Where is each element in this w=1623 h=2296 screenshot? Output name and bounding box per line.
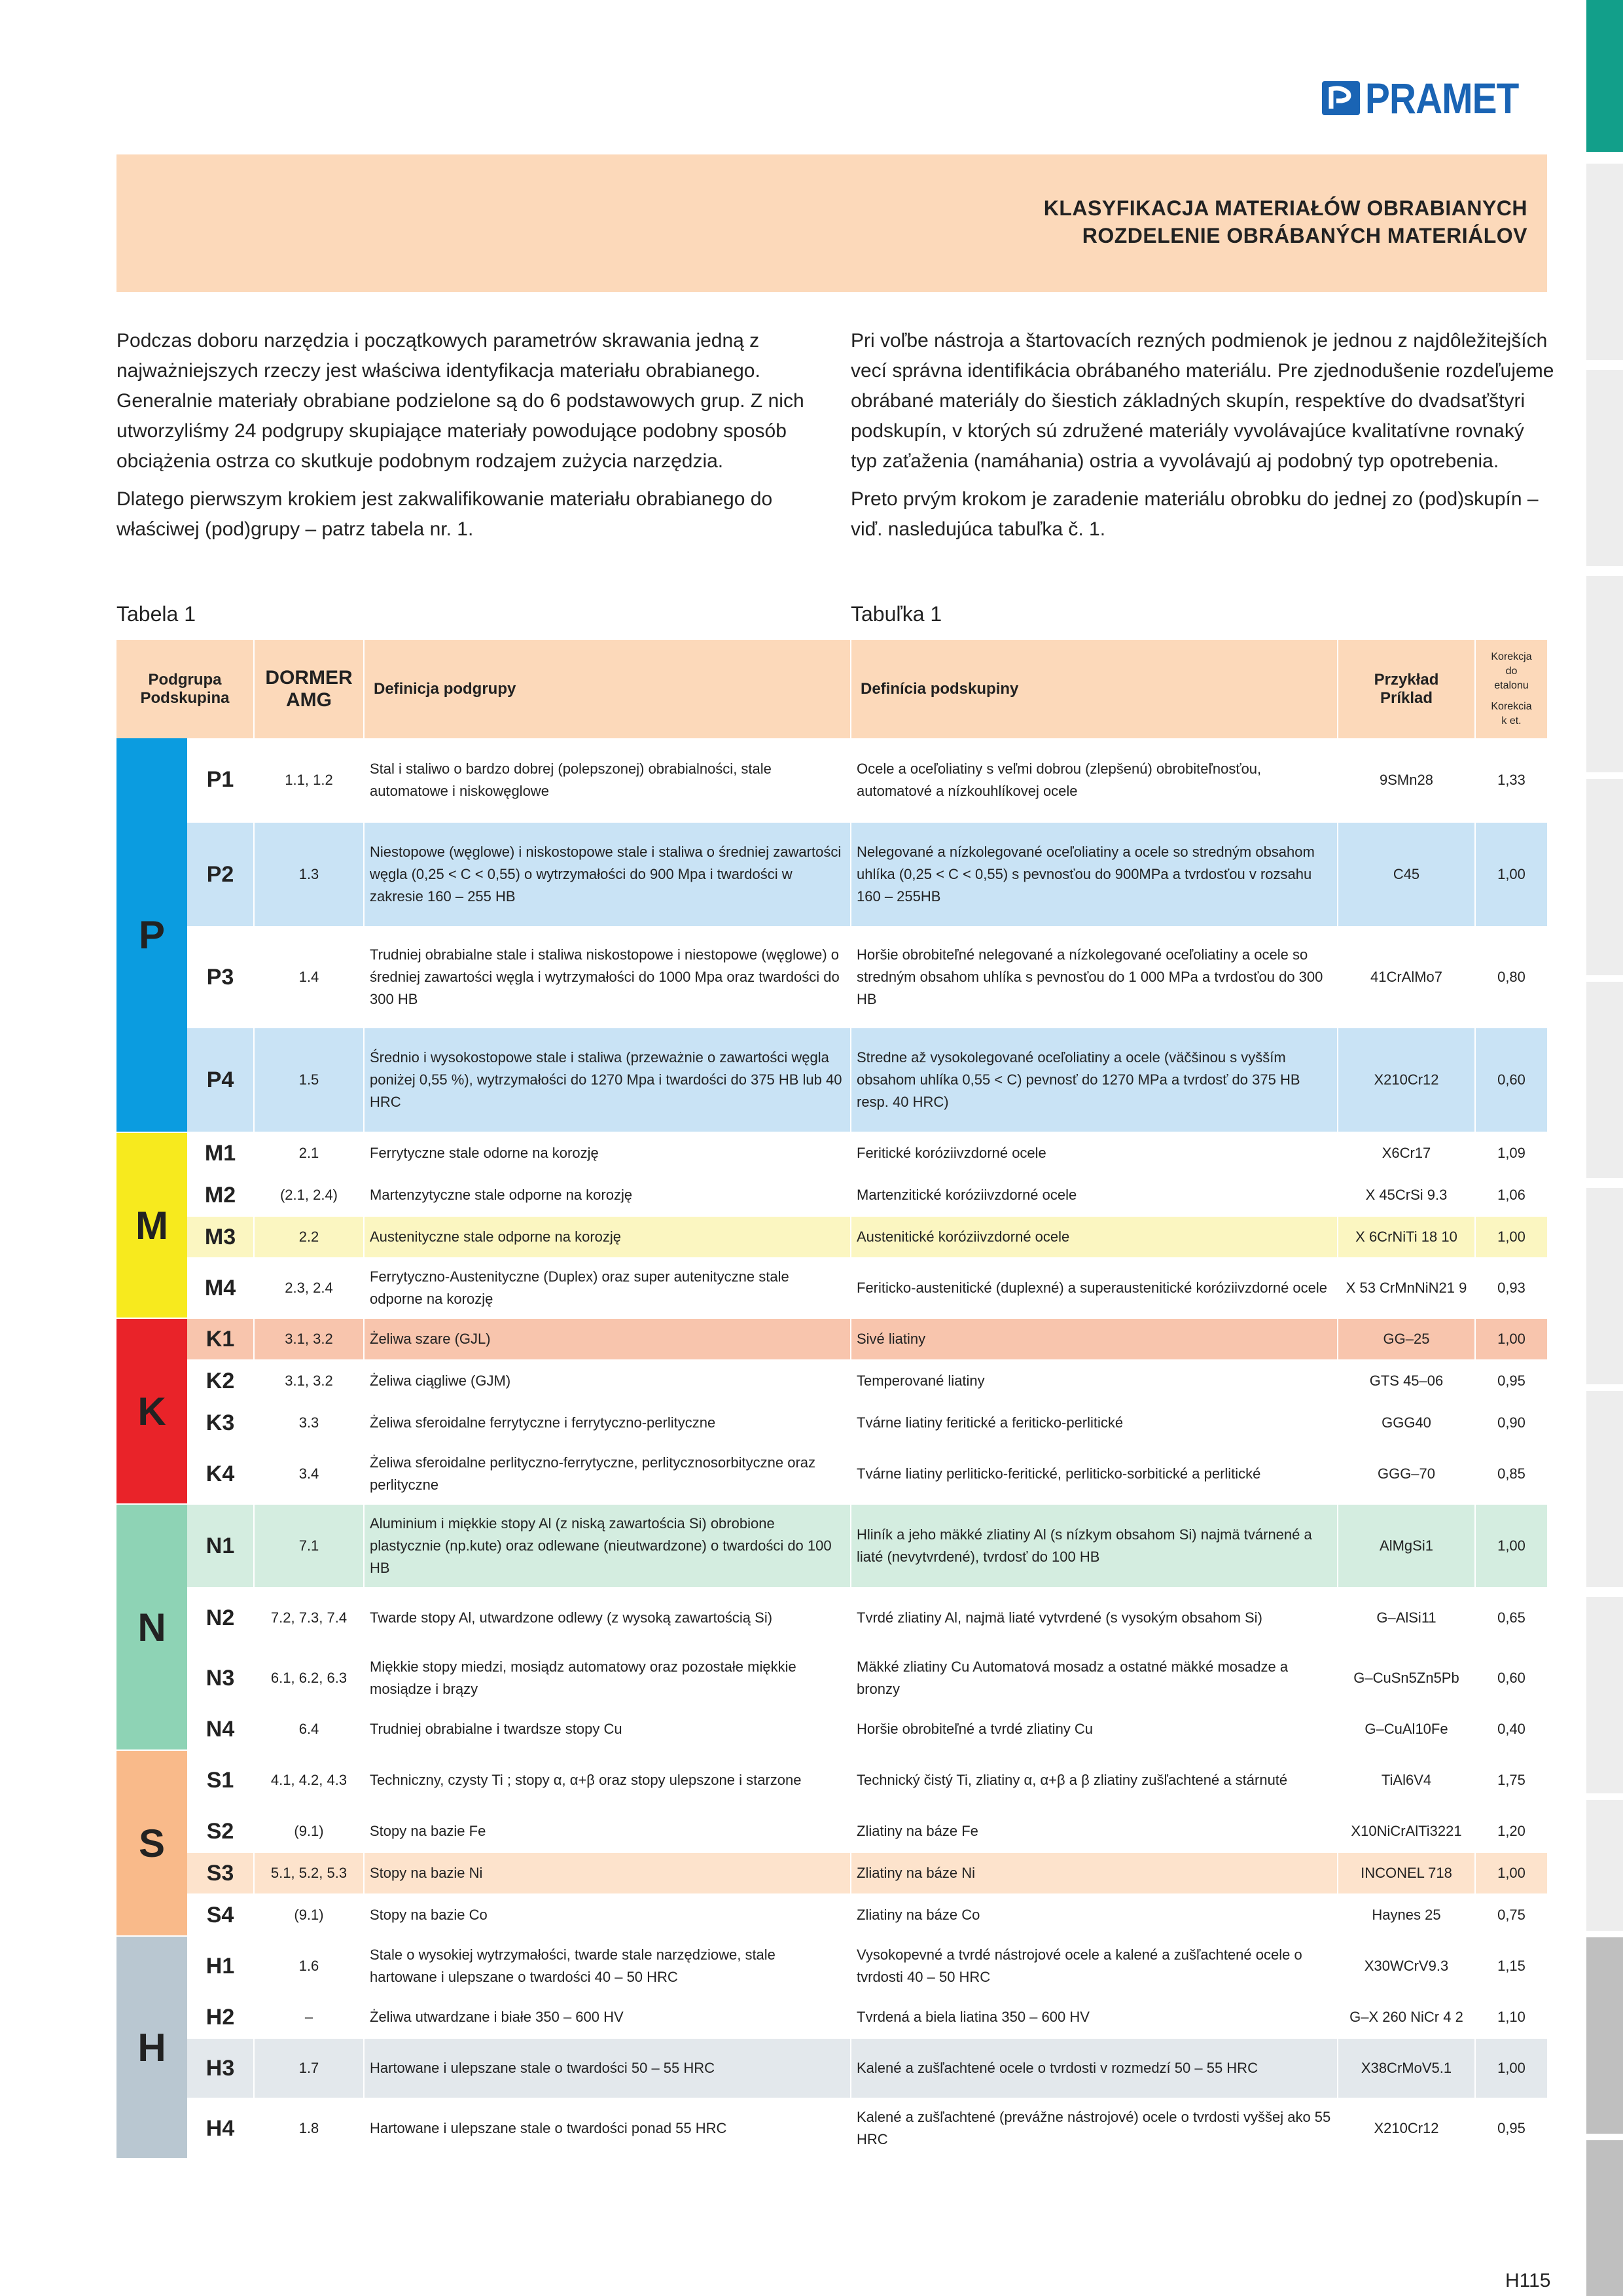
correction-factor: 0,65 bbox=[1475, 1588, 1547, 1648]
table-caption-pl: Tabela 1 bbox=[116, 602, 196, 626]
definition-pl: Stale o wysokiej wytrzymałości, twarde stale narzędziowe, stale hartowane i ulepszane o twardości 40 – 50 HRC bbox=[364, 1936, 851, 1996]
intro-sk-paragraph: Pri voľbe nástroja a štartovacích rezných podmienok je jednou z najdôležitejších vecí správna identifikácia obrábaného materiálu. Pre zjednodušenie rozdeľujeme obrábané materiály do šiestich základných skupín, respektíve do dvadsaťštyri podskupín, v ktorých sú združené materiály vyvolávajúce kvalitatívne rovnaký typ zaťaženia (namáhania) ostria a vyvolávajú aj podobný typ opotrebenia. bbox=[851, 330, 1554, 472]
example-material: X10NiCrAlTi3221 bbox=[1338, 1810, 1475, 1852]
dormer-amg: 7.1 bbox=[254, 1504, 364, 1588]
definition-sk: Zliatiny na báze Co bbox=[851, 1894, 1338, 1936]
subgroup-code: S4 bbox=[187, 1894, 254, 1936]
dormer-amg: (9.1) bbox=[254, 1810, 364, 1852]
intro-pl-paragraph: Dlatego pierwszym krokiem jest zakwalifikowanie materiału obrabianego do właściwej (pod)grupy – patrz tabela nr. 1. bbox=[116, 488, 773, 540]
definition-pl: Techniczny, czysty Ti ; stopy α, α+β oraz stopy ulepszone i starzone bbox=[364, 1750, 851, 1810]
definition-pl: Miękkie stopy miedzi, mosiądz automatowy oraz pozostałe miękkie mosiądze i brązy bbox=[364, 1648, 851, 1708]
definition-sk: Austenitické koróziivzdorné ocele bbox=[851, 1216, 1338, 1258]
definition-sk: Tvrdé zliatiny Al, najmä liaté vytvrdené (s vysokým obsahom Si) bbox=[851, 1588, 1338, 1648]
example-material: GGG40 bbox=[1338, 1402, 1475, 1444]
definition-pl: Hartowane i ulepszane stale o twardości 50 – 55 HRC bbox=[364, 2038, 851, 2098]
subgroup-code: S3 bbox=[187, 1852, 254, 1894]
table-row bbox=[116, 1360, 1547, 1402]
example-material: X6Cr17 bbox=[1338, 1132, 1475, 1174]
definition-pl: Stopy na bazie Fe bbox=[364, 1810, 851, 1852]
subgroup-code: P4 bbox=[187, 1028, 254, 1132]
table-row bbox=[116, 1588, 1547, 1648]
subgroup-code: M4 bbox=[187, 1258, 254, 1318]
definition-sk: Feritické koróziivzdorné ocele bbox=[851, 1132, 1338, 1174]
dormer-amg: 2.3, 2.4 bbox=[254, 1258, 364, 1318]
group-letter-cell bbox=[116, 1318, 187, 1504]
group-letter-cell bbox=[116, 1504, 187, 1750]
table-row bbox=[116, 822, 1547, 927]
definition-sk: Horšie obrobiteľné nelegované a nízkolegované oceľoliatiny a ocele so stredným obsahom uhlíka s pevnosťou do 1 000 MPa a tvrdosťou do 300 HB bbox=[851, 927, 1338, 1028]
definition-pl: Aluminium i miękkie stopy Al (z niską zawartościa Si) obrobione plastycznie (np.kute) oraz odlewane (nieutwardzone) o twardości do 100 HB bbox=[364, 1504, 851, 1588]
pramet-logo-icon bbox=[1322, 77, 1360, 119]
definition-pl: Stal i staliwo o bardzo dobrej (polepszonej) obrabialności, stale automatowe i niskowęglowe bbox=[364, 738, 851, 822]
page-title-sk: ROZDELENIE OBRÁBANÝCH MATERIÁLOV bbox=[1082, 224, 1527, 247]
example-material: AlMgSi1 bbox=[1338, 1504, 1475, 1588]
subgroup-code: H2 bbox=[187, 1996, 254, 2038]
definition-pl: Martenzytyczne stale odporne na korozję bbox=[364, 1174, 851, 1216]
example-material: G–CuSn5Zn5Pb bbox=[1338, 1648, 1475, 1708]
table-header-row bbox=[116, 640, 1547, 738]
definition-sk: Kalené a zušľachtené (prevážne nástrojové) ocele o tvrdosti vyššej ako 55 HRC bbox=[851, 2098, 1338, 2159]
group-letter: P bbox=[138, 913, 166, 957]
header-correction-sk: Korekcia k et. bbox=[1491, 701, 1532, 726]
example-material: X 6CrNiTi 18 10 bbox=[1338, 1216, 1475, 1258]
definition-pl: Trudniej obrabialne i twardsze stopy Cu bbox=[364, 1708, 851, 1750]
dormer-amg: 1.5 bbox=[254, 1028, 364, 1132]
example-material: GG–25 bbox=[1338, 1318, 1475, 1360]
definition-sk: Vysokopevné a tvrdé nástrojové ocele a kalené a zušľachtené ocele o tvrdosti 40 – 50 HRC bbox=[851, 1936, 1338, 1996]
correction-factor: 1,00 bbox=[1475, 1216, 1547, 1258]
table-row bbox=[116, 1750, 1547, 1810]
definition-pl: Średnio i wysokostopowe stale i staliwa (przeważnie o zawartości węgla poniżej 0,55 %), wytrzymałości do 1270 Mpa i twardości do 375 HB lub 40 HRC bbox=[364, 1028, 851, 1132]
dormer-amg: 1.1, 1.2 bbox=[254, 738, 364, 822]
definition-pl: Żeliwa sferoidalne ferrytyczne i ferrytyczno-perlityczne bbox=[364, 1402, 851, 1444]
example-material: TiAl6V4 bbox=[1338, 1750, 1475, 1810]
subgroup-code: H1 bbox=[187, 1936, 254, 1996]
intro-sk bbox=[851, 326, 1554, 552]
table-caption-sk: Tabuľka 1 bbox=[851, 602, 942, 626]
subgroup-code: K1 bbox=[187, 1318, 254, 1360]
correction-factor: 0,60 bbox=[1475, 1028, 1547, 1132]
correction-factor: 0,93 bbox=[1475, 1258, 1547, 1318]
group-letter: S bbox=[138, 1821, 166, 1865]
definition-pl: Stopy na bazie Co bbox=[364, 1894, 851, 1936]
correction-factor: 0,85 bbox=[1475, 1444, 1547, 1504]
correction-factor: 1,33 bbox=[1475, 738, 1547, 822]
subgroup-code: S2 bbox=[187, 1810, 254, 1852]
example-material: INCONEL 718 bbox=[1338, 1852, 1475, 1894]
group-letter-cell bbox=[116, 1936, 187, 2159]
table-row bbox=[116, 1258, 1547, 1318]
header-def-sk: Definícia podskupiny bbox=[851, 640, 1338, 738]
table-row bbox=[116, 1894, 1547, 1936]
definition-sk: Ocele a oceľoliatiny s veľmi dobrou (zlepšenú) obrobiteľnosťou, automatové a nízkouhlíkovej ocele bbox=[851, 738, 1338, 822]
definition-pl: Trudniej obrabialne stale i staliwa niskostopowe i niestopowe (węglowe) o średniej zawartości węgla i wytrzymałości do 1000 Mpa oraz twardości do 300 HB bbox=[364, 927, 851, 1028]
example-material: C45 bbox=[1338, 822, 1475, 927]
definition-pl: Ferrytyczne stale odorne na korozję bbox=[364, 1132, 851, 1174]
header-group bbox=[116, 640, 254, 738]
group-letter-cell bbox=[116, 1132, 187, 1318]
definition-sk: Mäkké zliatiny Cu Automatová mosadz a ostatné mäkké mosadze a bronzy bbox=[851, 1648, 1338, 1708]
definition-sk: Tvrdená a biela liatina 350 – 600 HV bbox=[851, 1996, 1338, 2038]
dormer-amg: 1.6 bbox=[254, 1936, 364, 1996]
example-material: Haynes 25 bbox=[1338, 1894, 1475, 1936]
table-row bbox=[116, 1852, 1547, 1894]
header-example-label: Przykład Príklad bbox=[1374, 671, 1439, 707]
example-material: G–AlSi11 bbox=[1338, 1588, 1475, 1648]
brand-name: PRAMET bbox=[1365, 74, 1519, 122]
example-material: 41CrAlMo7 bbox=[1338, 927, 1475, 1028]
side-index-tab[interactable] bbox=[1586, 1391, 1623, 1587]
subgroup-code: K3 bbox=[187, 1402, 254, 1444]
correction-factor: 1,00 bbox=[1475, 2038, 1547, 2098]
correction-factor: 0,40 bbox=[1475, 1708, 1547, 1750]
example-material: X 53 CrMnNiN21 9 bbox=[1338, 1258, 1475, 1318]
correction-factor: 1,00 bbox=[1475, 1852, 1547, 1894]
dormer-amg: 6.4 bbox=[254, 1708, 364, 1750]
header-correction bbox=[1475, 640, 1547, 738]
header-banner bbox=[116, 154, 1547, 292]
dormer-amg: 2.1 bbox=[254, 1132, 364, 1174]
example-material: X30WCrV9.3 bbox=[1338, 1936, 1475, 1996]
dormer-amg: – bbox=[254, 1996, 364, 2038]
subgroup-code: N3 bbox=[187, 1648, 254, 1708]
correction-factor: 1,10 bbox=[1475, 1996, 1547, 2038]
dormer-amg: 3.4 bbox=[254, 1444, 364, 1504]
intro-pl bbox=[116, 326, 820, 552]
table-row bbox=[116, 1318, 1547, 1360]
correction-factor: 1,09 bbox=[1475, 1132, 1547, 1174]
side-index-tab[interactable] bbox=[1586, 0, 1623, 152]
table-row bbox=[116, 738, 1547, 822]
side-index-tab[interactable] bbox=[1586, 982, 1623, 1178]
definition-pl: Ferrytyczno-Austenityczne (Duplex) oraz super autenityczne stale odporne na korozję bbox=[364, 1258, 851, 1318]
subgroup-code: K4 bbox=[187, 1444, 254, 1504]
definition-pl: Żeliwa ciągliwe (GJM) bbox=[364, 1360, 851, 1402]
definition-sk: Tvárne liatiny perliticko-feritické, perliticko-sorbitické a perlitické bbox=[851, 1444, 1338, 1504]
definition-pl: Hartowane i ulepszane stale o twardości ponad 55 HRC bbox=[364, 2098, 851, 2159]
side-index-tab[interactable] bbox=[1586, 164, 1623, 360]
correction-factor: 0,60 bbox=[1475, 1648, 1547, 1708]
definition-sk: Horšie obrobiteľné a tvrdé zliatiny Cu bbox=[851, 1708, 1338, 1750]
dormer-amg: (2.1, 2.4) bbox=[254, 1174, 364, 1216]
table-row bbox=[116, 1504, 1547, 1588]
table-row bbox=[116, 1648, 1547, 1708]
example-material: G–CuAl10Fe bbox=[1338, 1708, 1475, 1750]
group-letter: N bbox=[137, 1605, 166, 1649]
correction-factor: 1,06 bbox=[1475, 1174, 1547, 1216]
dormer-amg: 3.1, 3.2 bbox=[254, 1360, 364, 1402]
material-classification-table bbox=[116, 640, 1547, 2159]
header-example bbox=[1338, 640, 1475, 738]
definition-pl: Żeliwa szare (GJL) bbox=[364, 1318, 851, 1360]
definition-pl: Niestopowe (węglowe) i niskostopowe stale i staliwa o średniej zawartości węgla (0,25 < C < 0,55) o wytrzymałości do 900 Mpa i twardości w zakresie 160 – 255 HB bbox=[364, 822, 851, 927]
definition-pl: Żeliwa sferoidalne perlityczno-ferrytyczne, perlitycznosorbityczne oraz perlityczne bbox=[364, 1444, 851, 1504]
side-index-tab[interactable] bbox=[1586, 779, 1623, 975]
pramet-logo bbox=[1322, 73, 1544, 123]
table-row bbox=[116, 1708, 1547, 1750]
group-letter: H bbox=[137, 2025, 166, 2070]
page-number: H115 bbox=[1505, 2270, 1551, 2291]
correction-factor: 0,80 bbox=[1475, 927, 1547, 1028]
dormer-amg: (9.1) bbox=[254, 1894, 364, 1936]
header-group-label: Podgrupa Podskupina bbox=[140, 671, 230, 707]
header-def-pl: Definicja podgrupy bbox=[364, 640, 851, 738]
group-letter-cell bbox=[116, 738, 187, 1132]
correction-factor: 0,95 bbox=[1475, 2098, 1547, 2159]
definition-sk: Sivé liatiny bbox=[851, 1318, 1338, 1360]
definition-sk: Temperované liatiny bbox=[851, 1360, 1338, 1402]
correction-factor: 0,75 bbox=[1475, 1894, 1547, 1936]
example-material: G–X 260 NiCr 4 2 bbox=[1338, 1996, 1475, 2038]
side-index-tab[interactable] bbox=[1586, 1188, 1623, 1384]
subgroup-code: M2 bbox=[187, 1174, 254, 1216]
definition-pl: Twarde stopy Al, utwardzone odlewy (z wysoką zawartością Si) bbox=[364, 1588, 851, 1648]
page-title-pl: KLASYFIKACJA MATERIAŁÓW OBRABIANYCH bbox=[1043, 196, 1527, 220]
example-material: X38CrMoV5.1 bbox=[1338, 2038, 1475, 2098]
correction-factor: 1,15 bbox=[1475, 1936, 1547, 1996]
table-row bbox=[116, 1174, 1547, 1216]
definition-pl: Żeliwa utwardzane i białe 350 – 600 HV bbox=[364, 1996, 851, 2038]
definition-sk: Feriticko-austenitické (duplexné) a superaustenitické koróziivzdorné ocele bbox=[851, 1258, 1338, 1318]
example-material: X 45CrSi 9.3 bbox=[1338, 1174, 1475, 1216]
dormer-amg: 1.3 bbox=[254, 822, 364, 927]
correction-factor: 0,95 bbox=[1475, 1360, 1547, 1402]
dormer-amg: 2.2 bbox=[254, 1216, 364, 1258]
dormer-amg: 5.1, 5.2, 5.3 bbox=[254, 1852, 364, 1894]
header-amg-label: DORMER AMG bbox=[265, 667, 353, 711]
intro-pl-paragraph: Podczas doboru narzędzia i początkowych parametrów skrawania jedną z najważniejszych rzeczy jest właściwa identyfikacja materiału obrabianego. Generalnie materiały obrabiane podzielone są do 6 podstawowych grup. Z nich utworzyliśmy 24 podgrupy skupiające materiały powodujące podobny sposób obciążenia ostrza co skutkuje podobnym rodzajem zużycia narzędzia. bbox=[116, 330, 804, 472]
correction-factor: 0,90 bbox=[1475, 1402, 1547, 1444]
table-row bbox=[116, 927, 1547, 1028]
dormer-amg: 7.2, 7.3, 7.4 bbox=[254, 1588, 364, 1648]
table-row bbox=[116, 2038, 1547, 2098]
subgroup-code: K2 bbox=[187, 1360, 254, 1402]
example-material: X210Cr12 bbox=[1338, 2098, 1475, 2159]
subgroup-code: H3 bbox=[187, 2038, 254, 2098]
example-material: X210Cr12 bbox=[1338, 1028, 1475, 1132]
subgroup-code: M1 bbox=[187, 1132, 254, 1174]
correction-factor: 1,75 bbox=[1475, 1750, 1547, 1810]
side-index-tab[interactable] bbox=[1586, 1597, 1623, 1793]
table-row bbox=[116, 1810, 1547, 1852]
definition-pl: Stopy na bazie Ni bbox=[364, 1852, 851, 1894]
table-row bbox=[116, 1996, 1547, 2038]
subgroup-code: S1 bbox=[187, 1750, 254, 1810]
table-row bbox=[116, 2098, 1547, 2159]
table-row bbox=[116, 1936, 1547, 1996]
definition-sk: Tvárne liatiny feritické a feriticko-perlitické bbox=[851, 1402, 1338, 1444]
definition-sk: Hliník a jeho mäkké zliatiny Al (s nízkym obsahom Si) najmä tvárnené a liaté (nevytvrdené), tvrdosť do 100 HB bbox=[851, 1504, 1338, 1588]
correction-factor: 1,20 bbox=[1475, 1810, 1547, 1852]
subgroup-code: H4 bbox=[187, 2098, 254, 2159]
correction-factor: 1,00 bbox=[1475, 1318, 1547, 1360]
definition-sk: Kalené a zušľachtené ocele o tvrdosti v rozmedzí 50 – 55 HRC bbox=[851, 2038, 1338, 2098]
correction-factor: 1,00 bbox=[1475, 822, 1547, 927]
table-row bbox=[116, 1444, 1547, 1504]
dormer-amg: 3.1, 3.2 bbox=[254, 1318, 364, 1360]
side-index-tab[interactable] bbox=[1586, 576, 1623, 772]
definition-sk: Zliatiny na báze Ni bbox=[851, 1852, 1338, 1894]
example-material: 9SMn28 bbox=[1338, 738, 1475, 822]
header-amg bbox=[254, 640, 364, 738]
dormer-amg: 6.1, 6.2, 6.3 bbox=[254, 1648, 364, 1708]
definition-sk: Zliatiny na báze Fe bbox=[851, 1810, 1338, 1852]
subgroup-code: P1 bbox=[187, 738, 254, 822]
side-index-tab[interactable] bbox=[1586, 1937, 1623, 2134]
table-row bbox=[116, 1402, 1547, 1444]
definition-pl: Austenityczne stale odporne na korozję bbox=[364, 1216, 851, 1258]
dormer-amg: 1.4 bbox=[254, 927, 364, 1028]
subgroup-code: N2 bbox=[187, 1588, 254, 1648]
group-letter: M bbox=[135, 1203, 168, 1247]
group-letter: K bbox=[137, 1389, 166, 1433]
definition-sk: Technický čistý Ti, zliatiny α, α+β a β zliatiny zušľachtené a stárnuté bbox=[851, 1750, 1338, 1810]
dormer-amg: 4.1, 4.2, 4.3 bbox=[254, 1750, 364, 1810]
intro-sk-paragraph: Preto prvým krokom je zaradenie materiálu obrobku do jednej zo (pod)skupín – viď. nasledujúca tabuľka č. 1. bbox=[851, 488, 1539, 540]
table-row bbox=[116, 1132, 1547, 1174]
dormer-amg: 1.8 bbox=[254, 2098, 364, 2159]
dormer-amg: 1.7 bbox=[254, 2038, 364, 2098]
side-index-tab[interactable] bbox=[1586, 2140, 1623, 2296]
table-row bbox=[116, 1028, 1547, 1132]
correction-factor: 1,00 bbox=[1475, 1504, 1547, 1588]
subgroup-code: P3 bbox=[187, 927, 254, 1028]
definition-sk: Martenzitické koróziivzdorné ocele bbox=[851, 1174, 1338, 1216]
subgroup-code: N4 bbox=[187, 1708, 254, 1750]
subgroup-code: M3 bbox=[187, 1216, 254, 1258]
example-material: GTS 45–06 bbox=[1338, 1360, 1475, 1402]
subgroup-code: N1 bbox=[187, 1504, 254, 1588]
side-index-tab[interactable] bbox=[1586, 370, 1623, 566]
header-correction-pl: Korekcja do etalonu bbox=[1491, 651, 1532, 691]
side-index-tab[interactable] bbox=[1586, 1800, 1623, 1931]
table-row bbox=[116, 1216, 1547, 1258]
subgroup-code: P2 bbox=[187, 822, 254, 927]
example-material: GGG–70 bbox=[1338, 1444, 1475, 1504]
dormer-amg: 3.3 bbox=[254, 1402, 364, 1444]
definition-sk: Nelegované a nízkolegované oceľoliatiny a ocele so stredným obsahom uhlíka (0,25 < C < 0,55) s pevnosťou do 900MPa a tvrdosťou v rozsahu 160 – 255HB bbox=[851, 822, 1338, 927]
definition-sk: Stredne až vysokolegované oceľoliatiny a ocele (väčšinou s vyšším obsahom uhlíka 0,55 < C) pevnosť do 1270 MPa a tvrdosť do 375 HB resp. 40 HRC) bbox=[851, 1028, 1338, 1132]
group-letter-cell bbox=[116, 1750, 187, 1936]
